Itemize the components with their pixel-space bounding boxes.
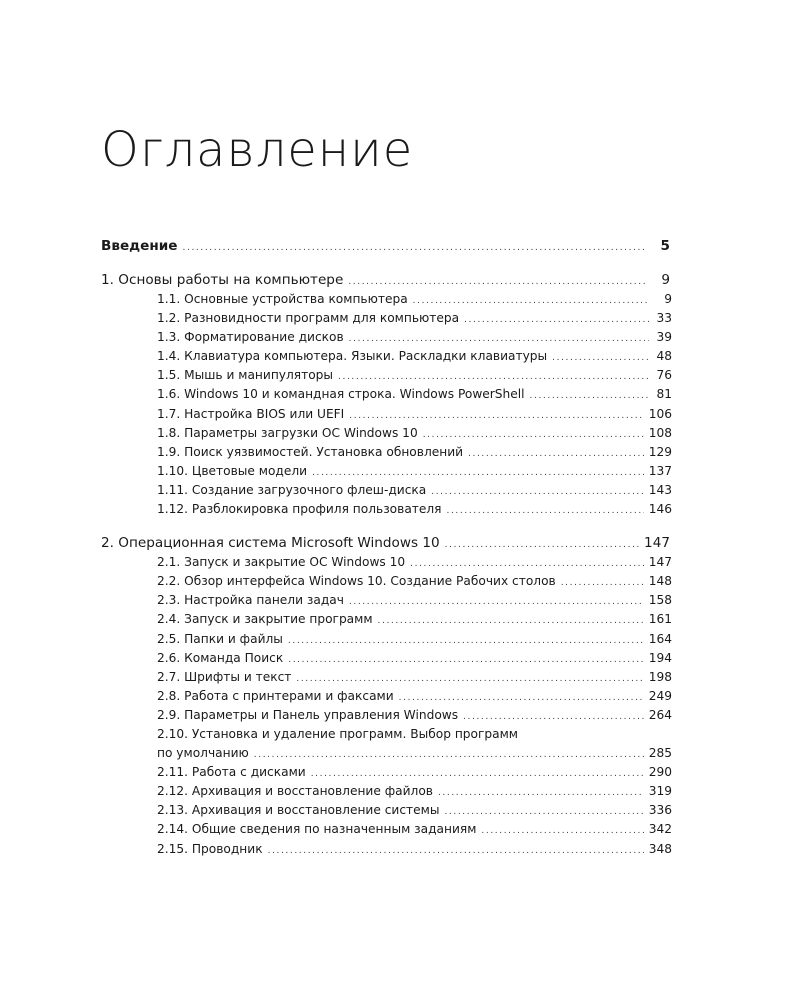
- toc-entry-page: 264: [648, 707, 672, 722]
- leader-dots: [468, 445, 644, 464]
- toc-entry-page: 76: [656, 368, 672, 383]
- toc-section[interactable]: [101, 309, 672, 328]
- toc-entry-title: 2.1. Запуск и закрытие ОС Windows 10: [157, 555, 406, 570]
- leader-dots: [349, 593, 644, 612]
- toc-section[interactable]: [101, 385, 672, 404]
- leader-dots: [183, 239, 647, 258]
- toc-entry-title: 2.11. Работа с дисками: [157, 765, 306, 780]
- toc-entry-title: 1.2. Разновидности программ для компьютера: [157, 311, 460, 326]
- toc-entry-title: 2.2. Обзор интерфейса Windows 10. Создание Рабочих столов: [157, 574, 556, 589]
- toc-entry-intro[interactable]: [101, 237, 672, 256]
- toc-entry-page: 290: [648, 765, 672, 780]
- leader-dots: [552, 349, 649, 368]
- toc-section[interactable]: [101, 553, 672, 572]
- page-title: Оглавление: [101, 122, 414, 178]
- toc-entry-title: 1.3. Форматирование дисков: [157, 330, 344, 345]
- toc-entry-page: 9: [664, 292, 672, 306]
- toc-entry-page: 158: [648, 593, 672, 608]
- toc-entry-title: 2.10. Установка и удаление программ. Выбор программ: [157, 726, 518, 741]
- toc-section[interactable]: [101, 591, 672, 610]
- toc-entry-title: 1.9. Поиск уязвимостей. Установка обновлений: [157, 444, 464, 459]
- toc-section[interactable]: [101, 763, 672, 782]
- toc-entry-page: 319: [648, 784, 672, 799]
- toc-entry-page: 249: [648, 688, 672, 703]
- toc-section[interactable]: [101, 500, 672, 519]
- toc-entry-page: 194: [648, 650, 672, 665]
- leader-dots: [268, 842, 644, 861]
- toc-entry-page: 143: [648, 482, 672, 497]
- toc-entry-page: 106: [648, 406, 672, 421]
- toc-entry-page: 48: [656, 349, 672, 364]
- leader-dots: [378, 612, 644, 631]
- toc-entry-title: 2.14. Общие сведения по назначенным заданиям: [157, 822, 477, 837]
- toc-entry-title: 1. Основы работы на компьютере: [101, 272, 344, 288]
- toc-section[interactable]: [101, 443, 672, 462]
- toc-chapter[interactable]: [101, 534, 672, 553]
- toc-entry-title: 2.15. Проводник: [157, 841, 263, 856]
- toc-entry-page: 336: [648, 803, 672, 818]
- leader-dots: [530, 387, 649, 406]
- toc-section[interactable]: [101, 610, 672, 629]
- toc-section[interactable]: [101, 782, 672, 801]
- toc-entry-page: 5: [660, 238, 670, 254]
- toc-entry-title: 1.10. Цветовые модели: [157, 463, 308, 478]
- toc-entry-page: 348: [648, 841, 672, 856]
- toc-entry-title: 2.7. Шрифты и текст: [157, 669, 292, 684]
- toc-entry-title: 2.12. Архивация и восстановление файлов: [157, 784, 433, 799]
- toc-entry-page: 39: [656, 330, 672, 345]
- leader-dots: [445, 536, 639, 555]
- toc-entry-title: 2.3. Настройка панели задач: [157, 593, 344, 608]
- toc-entry-title: по умолчанию: [157, 746, 249, 761]
- toc-entry-page: 81: [656, 387, 672, 402]
- toc-section[interactable]: [101, 481, 672, 500]
- toc-entry-title: 2.5. Папки и файлы: [157, 631, 283, 646]
- toc-entry-title: 1.1. Основные устройства компьютера: [157, 292, 408, 306]
- toc-entry-page: 148: [648, 574, 672, 589]
- toc-entry-page: 147: [644, 535, 670, 552]
- toc-entry-title: 1.7. Настройка BIOS или UEFI: [157, 406, 345, 421]
- toc-section[interactable]: [101, 820, 672, 839]
- leader-dots: [288, 632, 644, 651]
- leader-dots: [447, 502, 644, 521]
- toc-section-continued[interactable]: [101, 744, 672, 763]
- toc-entry-title: 1.11. Создание загрузочного флеш-диска: [157, 482, 427, 497]
- toc-entry-title: 1.4. Клавиатура компьютера. Языки. Раскладки клавиатуры: [157, 349, 548, 364]
- toc-section[interactable]: [101, 840, 672, 859]
- toc-entry-page: 147: [648, 555, 672, 570]
- toc-entry-title: 2.4. Запуск и закрытие программ: [157, 612, 373, 627]
- toc-entry-title: 2.9. Параметры и Панель управления Windows: [157, 707, 459, 722]
- toc-entry-page: 342: [648, 822, 672, 837]
- leader-dots: [561, 574, 644, 593]
- toc-entry-page: 108: [648, 425, 672, 440]
- chapters-list: [101, 271, 672, 859]
- toc-entry-page: 33: [656, 311, 672, 326]
- toc-section[interactable]: [101, 366, 672, 385]
- toc-section[interactable]: [101, 405, 672, 424]
- toc-entry-title: 2.13. Архивация и восстановление системы: [157, 803, 440, 818]
- toc-section[interactable]: [101, 649, 672, 668]
- leader-dots: [438, 784, 644, 803]
- toc-entry-page: 285: [648, 746, 672, 761]
- toc-section[interactable]: [101, 424, 672, 443]
- toc-chapter[interactable]: [101, 271, 672, 290]
- toc-section[interactable]: [101, 290, 672, 309]
- toc-entry-title: 2. Операционная система Microsoft Windows 10: [101, 535, 440, 552]
- toc-section[interactable]: [101, 725, 672, 744]
- toc-entry-page: 198: [648, 669, 672, 684]
- toc-entry-page: 146: [648, 502, 672, 517]
- toc-entry-title: 1.6. Windows 10 и командная строка. Windows PowerShell: [157, 387, 525, 402]
- leader-dots: [254, 746, 644, 765]
- toc-entry-title: 1.12. Разблокировка профиля пользователя: [157, 502, 442, 517]
- toc-entry-title: 1.8. Параметры загрузки ОС Windows 10: [157, 425, 418, 440]
- toc-entry-page: 164: [648, 631, 672, 646]
- toc-section[interactable]: [101, 572, 672, 591]
- toc-entry-title: 2.8. Работа с принтерами и факсами: [157, 688, 394, 703]
- toc-section[interactable]: [101, 328, 672, 347]
- toc-section[interactable]: [101, 630, 672, 649]
- leader-dots: [481, 822, 643, 841]
- toc-section[interactable]: [101, 347, 672, 366]
- toc-section[interactable]: [101, 801, 672, 820]
- toc-section[interactable]: [101, 462, 672, 481]
- toc-entry-page: 161: [648, 612, 672, 627]
- table-of-contents: [101, 237, 672, 859]
- toc-section[interactable]: [101, 706, 672, 725]
- toc-entry-title: Введение: [101, 238, 178, 254]
- toc-entry-page: 129: [648, 444, 672, 459]
- toc-entry-title: 1.5. Мышь и манипуляторы: [157, 368, 334, 383]
- toc-section[interactable]: [101, 668, 672, 687]
- leader-dots: [464, 311, 649, 330]
- toc-entry-page: 137: [648, 463, 672, 478]
- leader-dots: [288, 651, 643, 670]
- toc-section[interactable]: [101, 687, 672, 706]
- toc-entry-title: 2.6. Команда Поиск: [157, 650, 284, 665]
- toc-entry-page: 9: [661, 272, 670, 288]
- leader-dots: [431, 483, 644, 502]
